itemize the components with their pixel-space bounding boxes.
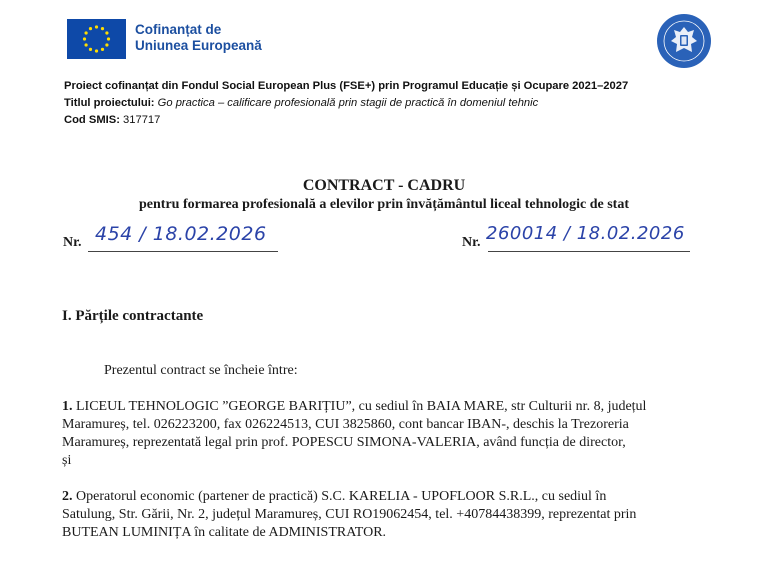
party2-number: 2. [62,489,73,504]
smis-label: Cod SMIS: [64,114,120,126]
party2-paragraph [62,488,732,542]
section-heading: I. Părțile contractante [62,308,204,324]
party1-line1: LICEUL TEHNOLOGIC ”GEORGE BARIȚIU”, cu sediul în BAIA MARE, str Culturii nr. 8, județul [76,399,647,414]
government-seal-logo [656,13,712,69]
party1-line2: Maramureș, tel. 026223200, fax 026224513, CUI 3825860, cont bancar IBAN-, deschis la Trezoreria [62,417,629,432]
eu-flag-logo [67,19,126,59]
project-title-value: Go practica – calificare profesională prin stagii de practică în domeniul tehnic [157,97,539,109]
party2-line3: BUTEAN LUMINIȚA în calitate de ADMINISTRATOR. [62,525,387,540]
party2-line1: Operatorul economic (partener de practică) S.C. KARELIA - UPOFLOOR S.R.L., cu sediul în [76,489,607,504]
project-funding-line [64,80,628,92]
nr-right-underline [488,251,690,252]
smis-value: 317717 [123,114,161,126]
intro-paragraph: Prezentul contract se încheie între: [104,363,298,378]
document-subtitle: pentru formarea profesională a elevilor prin învățământul liceal tehnologic de stat [139,197,629,212]
project-title-line [64,97,538,109]
eu-stars-icon [67,19,126,59]
party1-line4: și [62,453,72,468]
document-title: CONTRACT - CADRU [302,177,466,194]
party2-line2: Satulung, Str. Gării, Nr. 2, județul Maramureș, CUI RO19062454, tel. +40784438399, reprezentat prin [62,507,637,522]
party1-paragraph [62,398,732,470]
eu-logo-text [135,22,262,54]
romania-coat-of-arms-icon [656,13,712,69]
eu-logo-line1: Cofinanțat de [135,22,222,37]
nr-left-handwritten: 454 / 18.02.2026 [95,223,267,245]
nr-left-underline [88,251,278,252]
nr-left-label: Nr. [63,235,82,250]
project-funding-text: Proiect cofinanțat din Fondul Social European Plus (FSE+) prin Programul Educație și Ocupare 2021–2027 [64,80,629,92]
party1-line3: Maramureș, reprezentată legal prin prof. POPESCU SIMONA-VALERIA, având funcția de director, [62,435,626,450]
party1-number: 1. [62,399,73,414]
nr-right-label: Nr. [462,235,481,250]
project-smis-line [64,114,160,126]
project-title-label: Titlul proiectului: [64,97,155,109]
nr-right-handwritten: 260014 / 18.02.2026 [486,223,685,244]
eu-logo-line2: Uniunea Europeană [135,38,262,53]
